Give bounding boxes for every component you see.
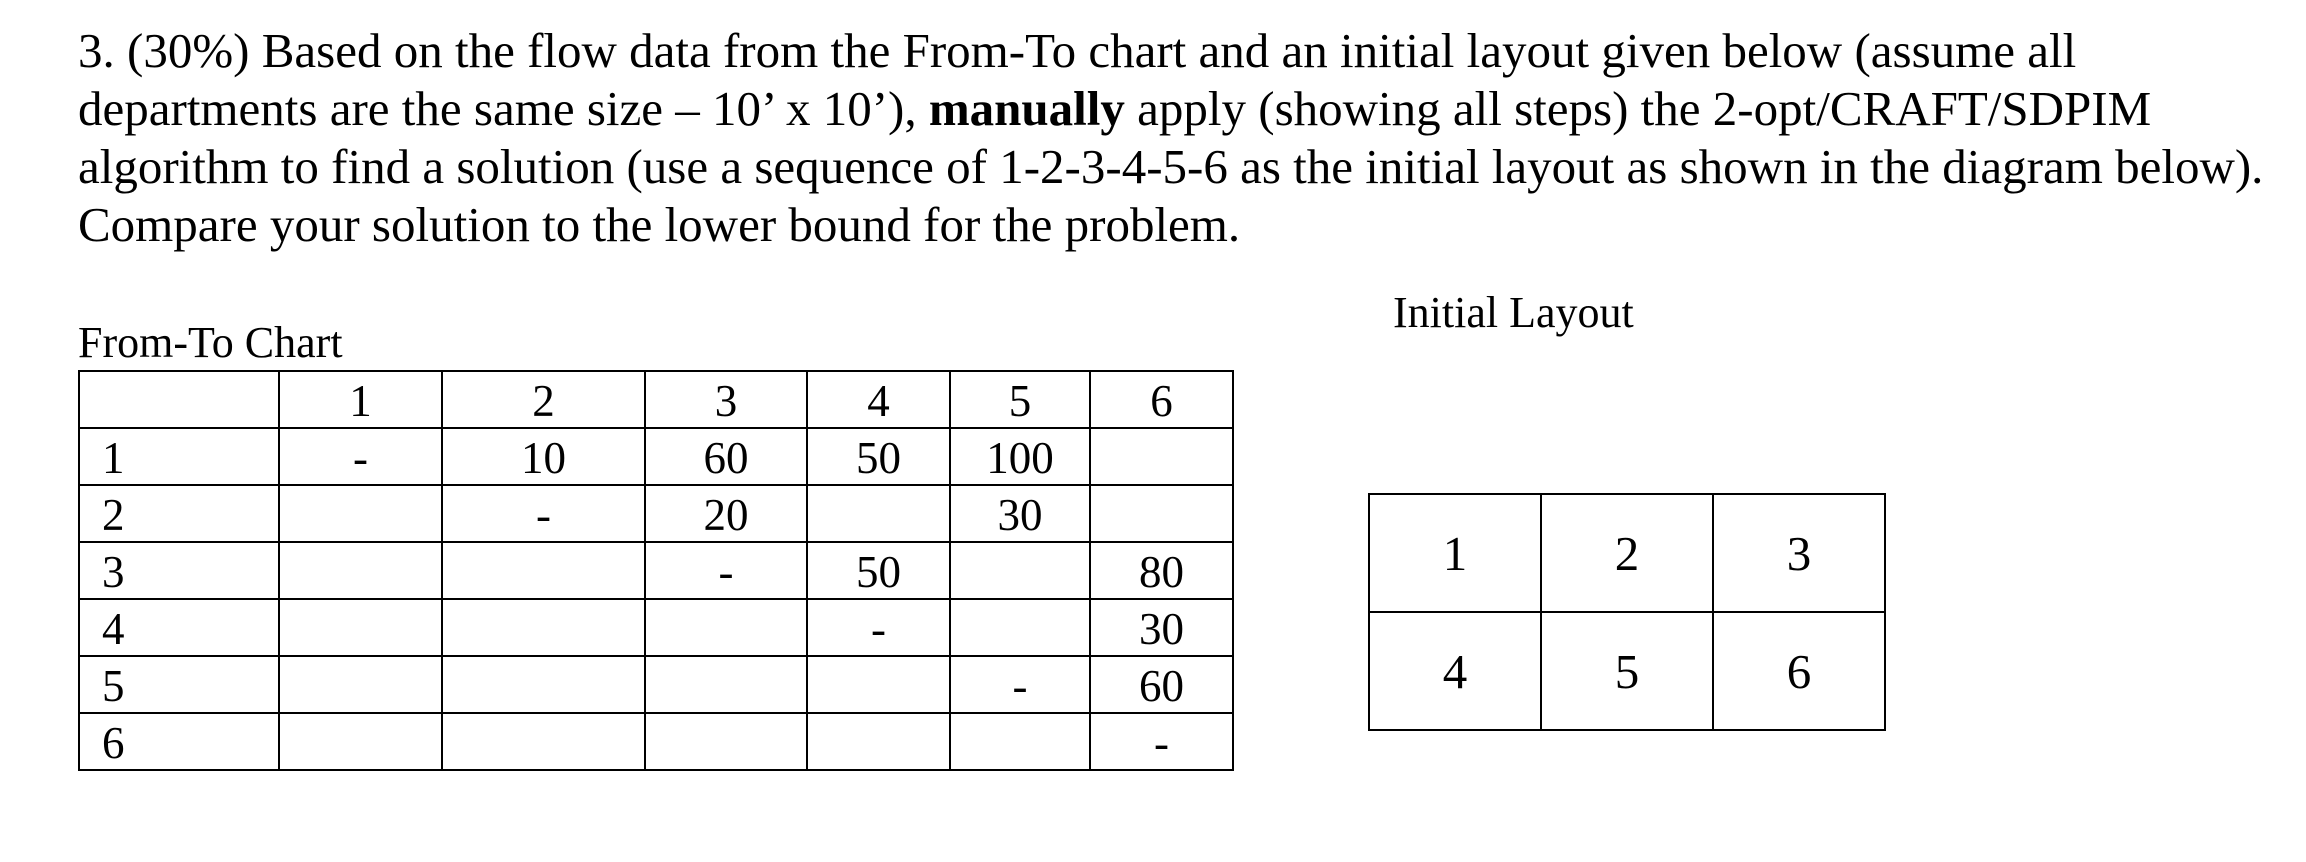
header-cell-corner (79, 371, 279, 428)
cell-3-2 (442, 542, 645, 599)
cell-2-4 (807, 485, 950, 542)
cell-1-1: - (279, 428, 442, 485)
cell-1-6 (1090, 428, 1233, 485)
row-label-5: 5 (79, 656, 279, 713)
table-row (79, 656, 1233, 713)
problem-statement (78, 22, 2278, 254)
cell-2-2: - (442, 485, 645, 542)
cell-5-3 (645, 656, 807, 713)
table-row (79, 542, 1233, 599)
cell-6-1 (279, 713, 442, 770)
from-to-header-row (79, 371, 1233, 428)
cell-2-1 (279, 485, 442, 542)
cell-3-6: 80 (1090, 542, 1233, 599)
row-label-1: 1 (79, 428, 279, 485)
cell-2-5: 30 (950, 485, 1090, 542)
layout-cell-department: 6 (1713, 612, 1885, 730)
cell-4-4: - (807, 599, 950, 656)
cell-6-2 (442, 713, 645, 770)
layout-row-2 (1369, 612, 1885, 730)
cell-6-4 (807, 713, 950, 770)
row-label-3: 3 (79, 542, 279, 599)
cell-3-5 (950, 542, 1090, 599)
cell-2-6 (1090, 485, 1233, 542)
layout-cell-department: 4 (1369, 612, 1541, 730)
header-cell-5: 5 (950, 371, 1090, 428)
cell-1-5: 100 (950, 428, 1090, 485)
layout-cell-department: 1 (1369, 494, 1541, 612)
header-cell-1: 1 (279, 371, 442, 428)
cell-6-3 (645, 713, 807, 770)
header-cell-4: 4 (807, 371, 950, 428)
cell-1-2: 10 (442, 428, 645, 485)
cell-3-3: - (645, 542, 807, 599)
cell-3-4: 50 (807, 542, 950, 599)
cell-4-5 (950, 599, 1090, 656)
table-row (79, 599, 1233, 656)
cell-3-1 (279, 542, 442, 599)
row-label-4: 4 (79, 599, 279, 656)
cell-4-2 (442, 599, 645, 656)
cell-1-3: 60 (645, 428, 807, 485)
layout-cell-department: 5 (1541, 612, 1713, 730)
header-cell-6: 6 (1090, 371, 1233, 428)
layout-row-1 (1369, 494, 1885, 612)
header-cell-2: 2 (442, 371, 645, 428)
header-cell-3: 3 (645, 371, 807, 428)
cell-5-1 (279, 656, 442, 713)
cell-4-1 (279, 599, 442, 656)
table-row (79, 485, 1233, 542)
cell-1-4: 50 (807, 428, 950, 485)
cell-4-3 (645, 599, 807, 656)
row-label-6: 6 (79, 713, 279, 770)
cell-5-2 (442, 656, 645, 713)
from-to-chart-caption: From-To Chart (78, 318, 343, 367)
row-label-2: 2 (79, 485, 279, 542)
cell-4-6: 30 (1090, 599, 1233, 656)
problem-text-bold: manually (928, 81, 1125, 136)
table-row (79, 713, 1233, 770)
cell-5-5: - (950, 656, 1090, 713)
layout-cell-department: 2 (1541, 494, 1713, 612)
layout-cell-department: 3 (1713, 494, 1885, 612)
table-row (79, 428, 1233, 485)
initial-layout-grid (1368, 493, 1886, 731)
cell-2-3: 20 (645, 485, 807, 542)
cell-6-6: - (1090, 713, 1233, 770)
problem-text-part2: apply (showing all steps) the 2-opt/CRAFT/SDPIM algorithm to find a solution (use a sequence of 1-2-3-4-5-6 as the initial layout as shown in the diagram below). Compare your solution to the lower bound for the problem. (78, 81, 2264, 252)
cell-6-5 (950, 713, 1090, 770)
cell-5-4 (807, 656, 950, 713)
initial-layout-caption: Initial Layout (1393, 288, 1634, 337)
problem-text-part1: 3. (30%) Based on the flow data from the From-To chart and an initial layout given below (assume all departments are the same size – 10’ x 10’), (78, 23, 2077, 136)
from-to-chart-table (78, 370, 1234, 771)
cell-5-6: 60 (1090, 656, 1233, 713)
